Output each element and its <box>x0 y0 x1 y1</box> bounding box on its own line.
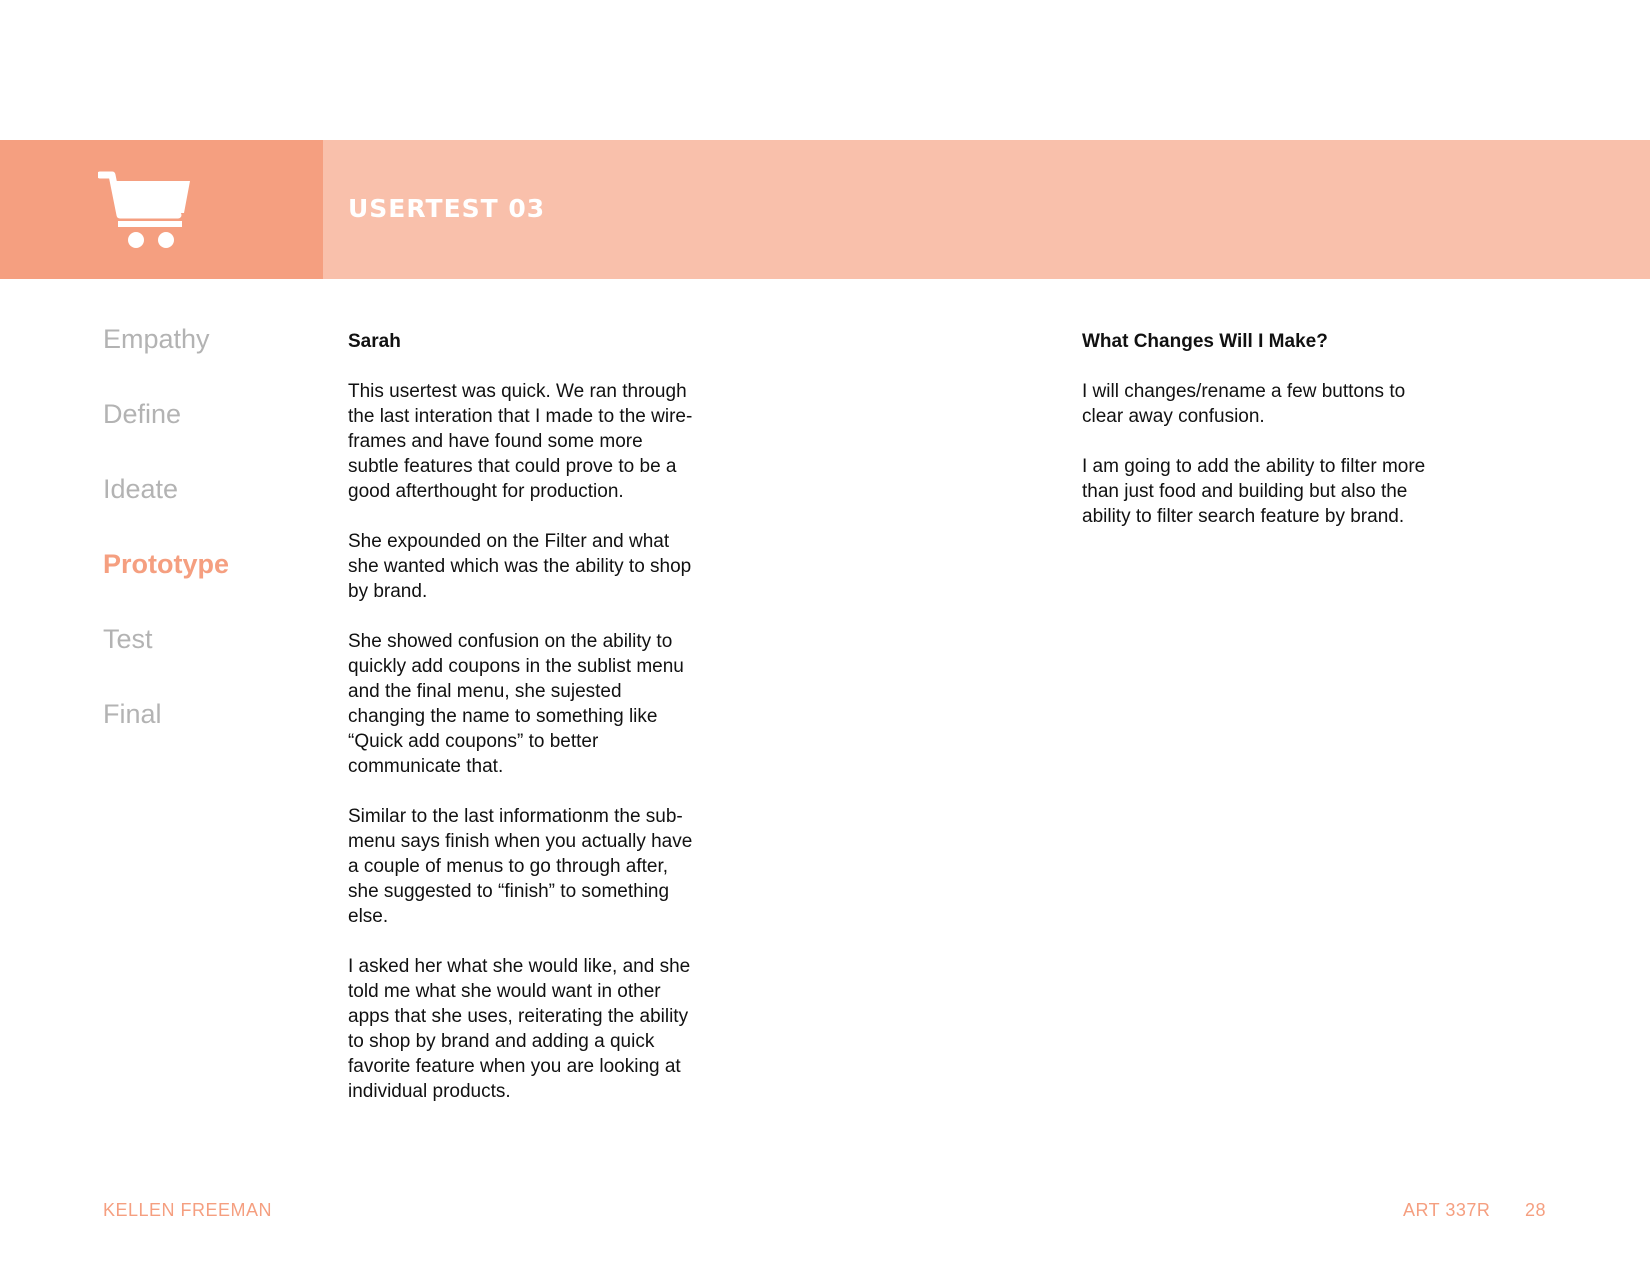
changes-heading: What Changes Will I Make? <box>1082 331 1328 352</box>
shopping-cart-icon <box>98 169 193 249</box>
header-icon-box <box>0 140 323 279</box>
nav-item-ideate[interactable]: Ideate <box>103 474 179 504</box>
process-nav <box>103 318 229 768</box>
nav-item-empathy[interactable]: Empathy <box>103 324 210 354</box>
page-title: USERTEST 03 <box>348 194 546 223</box>
changes-paragraph: I am going to add the ability to filter more than just food and building but also the ability to filter search feature by brand. <box>1082 456 1426 527</box>
changes-paragraph: I will changes/rename a few buttons to clear away confusion. <box>1082 381 1406 427</box>
usertest-notes <box>348 329 693 1129</box>
participant-name: Sarah <box>348 331 401 352</box>
nav-item-test[interactable]: Test <box>103 624 153 654</box>
notes-paragraph: This usertest was quick. We ran through the last interation that I made to the wire-frames and have found some more subtle features that could prove to be a good afterthought for production. <box>348 381 693 502</box>
notes-paragraph: I asked her what she would like, and she told me what she would want in other apps that she uses, reiterating the ability to shop by brand and adding a quick favorite feature when you are looking at individual products. <box>348 956 691 1102</box>
footer-author: KELLEN FREEMAN <box>103 1200 273 1220</box>
footer-course: ART 337R <box>1403 1200 1491 1220</box>
notes-paragraph: Similar to the last informationm the sub-menu says finish when you actually have a couple of menus to go through after, she suggested to “finish” to something else. <box>348 806 693 927</box>
notes-paragraph: She showed confusion on the ability to quickly add coupons in the sublist menu and the final menu, she sujested changing the name to something like “Quick add coupons” to better communicate that. <box>348 631 684 777</box>
notes-paragraph: She expounded on the Filter and what she wanted which was the ability to shop by brand. <box>348 531 692 602</box>
page-number: 28 <box>1525 1200 1547 1220</box>
nav-item-final[interactable]: Final <box>103 699 162 729</box>
nav-item-define[interactable]: Define <box>103 399 182 429</box>
nav-item-prototype[interactable]: Prototype <box>103 549 230 579</box>
planned-changes <box>1082 329 1427 554</box>
